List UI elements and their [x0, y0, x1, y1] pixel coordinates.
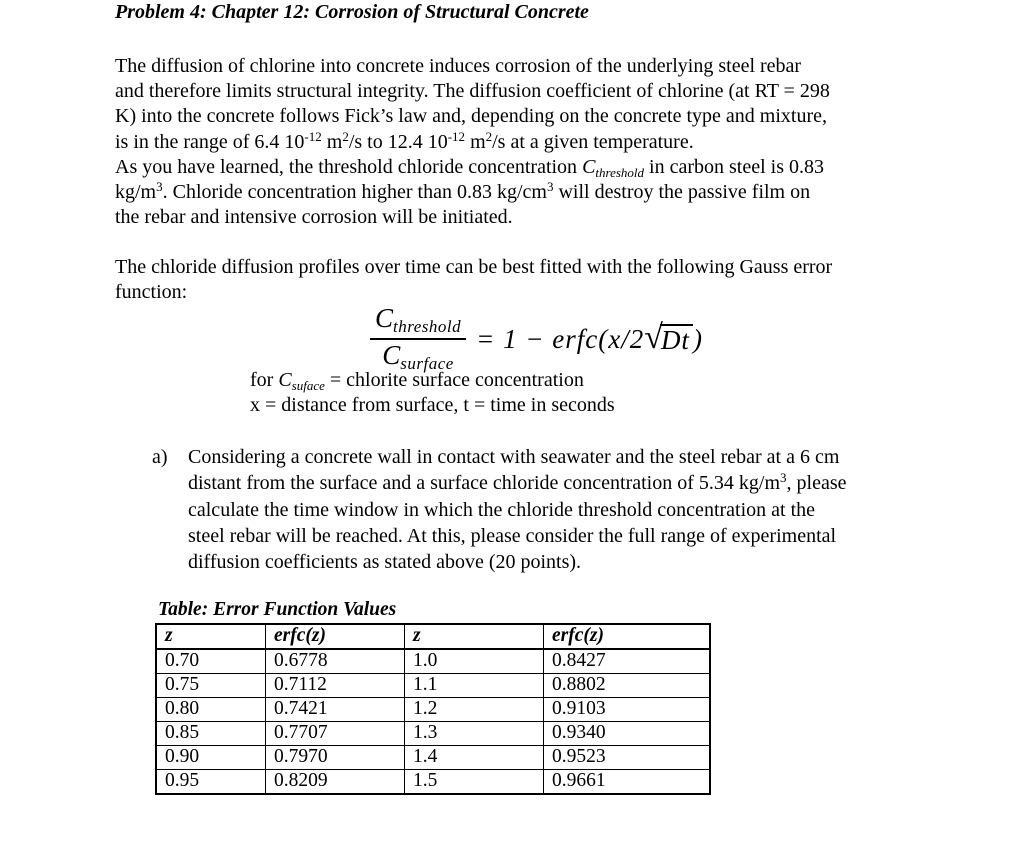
text-segment: for [250, 369, 279, 391]
cell-erfc: 0.8802 [544, 674, 711, 698]
cell-erfc: 0.6778 [266, 649, 405, 674]
cell-erfc: 0.9103 [544, 698, 711, 722]
cell-erfc: 0.9661 [544, 770, 711, 795]
cell-z: 1.3 [405, 722, 544, 746]
problem-title: Problem 4: Chapter 12: Corrosion of Structural Concrete [115, 1, 589, 23]
cell-erfc: 0.8427 [544, 649, 711, 674]
gauss-line-2: function: [115, 281, 188, 304]
text-segment: = chlorite surface concentration [324, 369, 584, 391]
cell-z: 1.0 [405, 649, 544, 674]
intro-line-4 [115, 130, 830, 155]
erfc-equation [370, 303, 703, 375]
text-segment: /s to 12.4 10 [348, 130, 448, 153]
table-title: Table: Error Function Values [158, 599, 397, 620]
definition-line-2: x = distance from surface, t = time in seconds [250, 394, 615, 417]
cell-erfc: 0.7112 [266, 674, 405, 698]
table-row [156, 770, 710, 795]
column-header-z-2: z [405, 624, 544, 649]
math-variable: C [278, 369, 292, 391]
column-header-z-1: z [156, 624, 266, 649]
error-function-table [155, 623, 711, 795]
column-header-erfc-2: erfc(z) [544, 624, 711, 649]
text-segment: is in the range of 6.4 10 [115, 130, 305, 153]
item-a-label: a) [152, 446, 168, 468]
text-segment: = 1 − erfc(x/2 [476, 324, 645, 354]
item-a-line-3: calculate the time window in which the chloride threshold concentration at the [188, 498, 816, 521]
gauss-line-1: The chloride diffusion profiles over time can be best fitted with the following Gauss error [115, 256, 833, 278]
item-a-line-1: Considering a concrete wall in contact with seawater and the steel rebar at a 6 cm [188, 446, 840, 468]
cell-z: 0.75 [156, 674, 266, 698]
square-root [644, 319, 693, 356]
exponent: 2 [485, 128, 493, 144]
subscript: suface [291, 378, 325, 393]
text-segment: , please [786, 472, 847, 495]
cell-z: 1.5 [405, 770, 544, 795]
cell-z: 1.2 [405, 698, 544, 722]
math-variable: C [382, 340, 401, 370]
cell-erfc: 0.9340 [544, 722, 711, 746]
text-segment: m [465, 130, 486, 153]
intro-line-2: and therefore limits structural integrity. The diffusion coefficient of chlorine (at RT = 298 [115, 80, 830, 103]
intro-paragraph [115, 54, 830, 230]
subscript: surface [400, 354, 454, 373]
text-segment: kg/m [115, 181, 157, 204]
text-segment: m [321, 130, 343, 153]
cell-erfc: 0.8209 [266, 770, 405, 795]
cell-erfc: 0.7970 [266, 746, 405, 770]
subscript: threshold [393, 317, 462, 336]
table-row [156, 722, 710, 746]
cell-erfc: 0.7421 [266, 698, 405, 722]
item-a-line-2 [188, 470, 847, 496]
item-a-line-4: steel rebar will be reached. At this, please consider the full range of experimental [188, 524, 837, 547]
text-segment: As you have learned, the threshold chloride concentration [115, 155, 583, 178]
variable-definitions [250, 368, 615, 418]
exponent: -12 [304, 128, 322, 144]
cell-z: 0.90 [156, 746, 266, 770]
subscript: threshold [595, 164, 645, 180]
exponent: 3 [156, 179, 163, 195]
gauss-paragraph [115, 255, 832, 305]
column-header-erfc-1: erfc(z) [266, 624, 405, 649]
cell-z: 0.85 [156, 722, 266, 746]
text-segment: distant from the surface and a surface chloride concentration of 5.34 kg/m [188, 472, 781, 495]
intro-line-1: The diffusion of chlorine into concrete induces corrosion of the underlying steel rebar [115, 55, 802, 77]
fraction [370, 303, 466, 375]
table-row [156, 746, 710, 770]
table-row [156, 674, 710, 698]
intro-line-7: the rebar and intensive corrosion will be initiated. [115, 206, 513, 229]
exponent: 3 [780, 470, 787, 486]
definition-line-1 [250, 368, 615, 393]
intro-line-5 [115, 155, 830, 180]
radicand: Dt [660, 324, 693, 354]
equation-right-side [476, 319, 703, 356]
fraction-numerator [370, 303, 466, 338]
cell-z: 0.95 [156, 770, 266, 795]
cell-z: 0.80 [156, 698, 266, 722]
question-item-a [152, 444, 847, 575]
table-header-row [156, 624, 710, 649]
radical-icon: √ [644, 319, 661, 356]
text-segment: . Chloride concentration higher than 0.83 kg/cm [162, 181, 547, 204]
table-row [156, 649, 710, 674]
cell-z: 1.4 [405, 746, 544, 770]
cell-z: 0.70 [156, 649, 266, 674]
exponent: -12 [447, 128, 466, 144]
cell-erfc: 0.9523 [544, 746, 711, 770]
text-segment: in carbon steel is 0.83 [644, 155, 825, 178]
cell-z: 1.1 [405, 674, 544, 698]
text-segment: ) [692, 324, 703, 354]
table-row [156, 698, 710, 722]
math-variable: C [582, 155, 596, 178]
item-a-line-5: diffusion coefficients as stated above (20 points). [188, 551, 582, 574]
text-segment: will destroy the passive film on [553, 181, 811, 204]
item-a-text [188, 444, 847, 575]
exponent: 2 [342, 128, 349, 144]
exponent: 3 [546, 179, 554, 195]
intro-line-3: K) into the concrete follows Fick’s law and, depending on the concrete type and mixture, [115, 105, 828, 128]
cell-erfc: 0.7707 [266, 722, 405, 746]
text-segment: /s at a given temperature. [492, 130, 694, 153]
intro-line-6 [115, 180, 830, 205]
math-variable: C [375, 303, 394, 333]
